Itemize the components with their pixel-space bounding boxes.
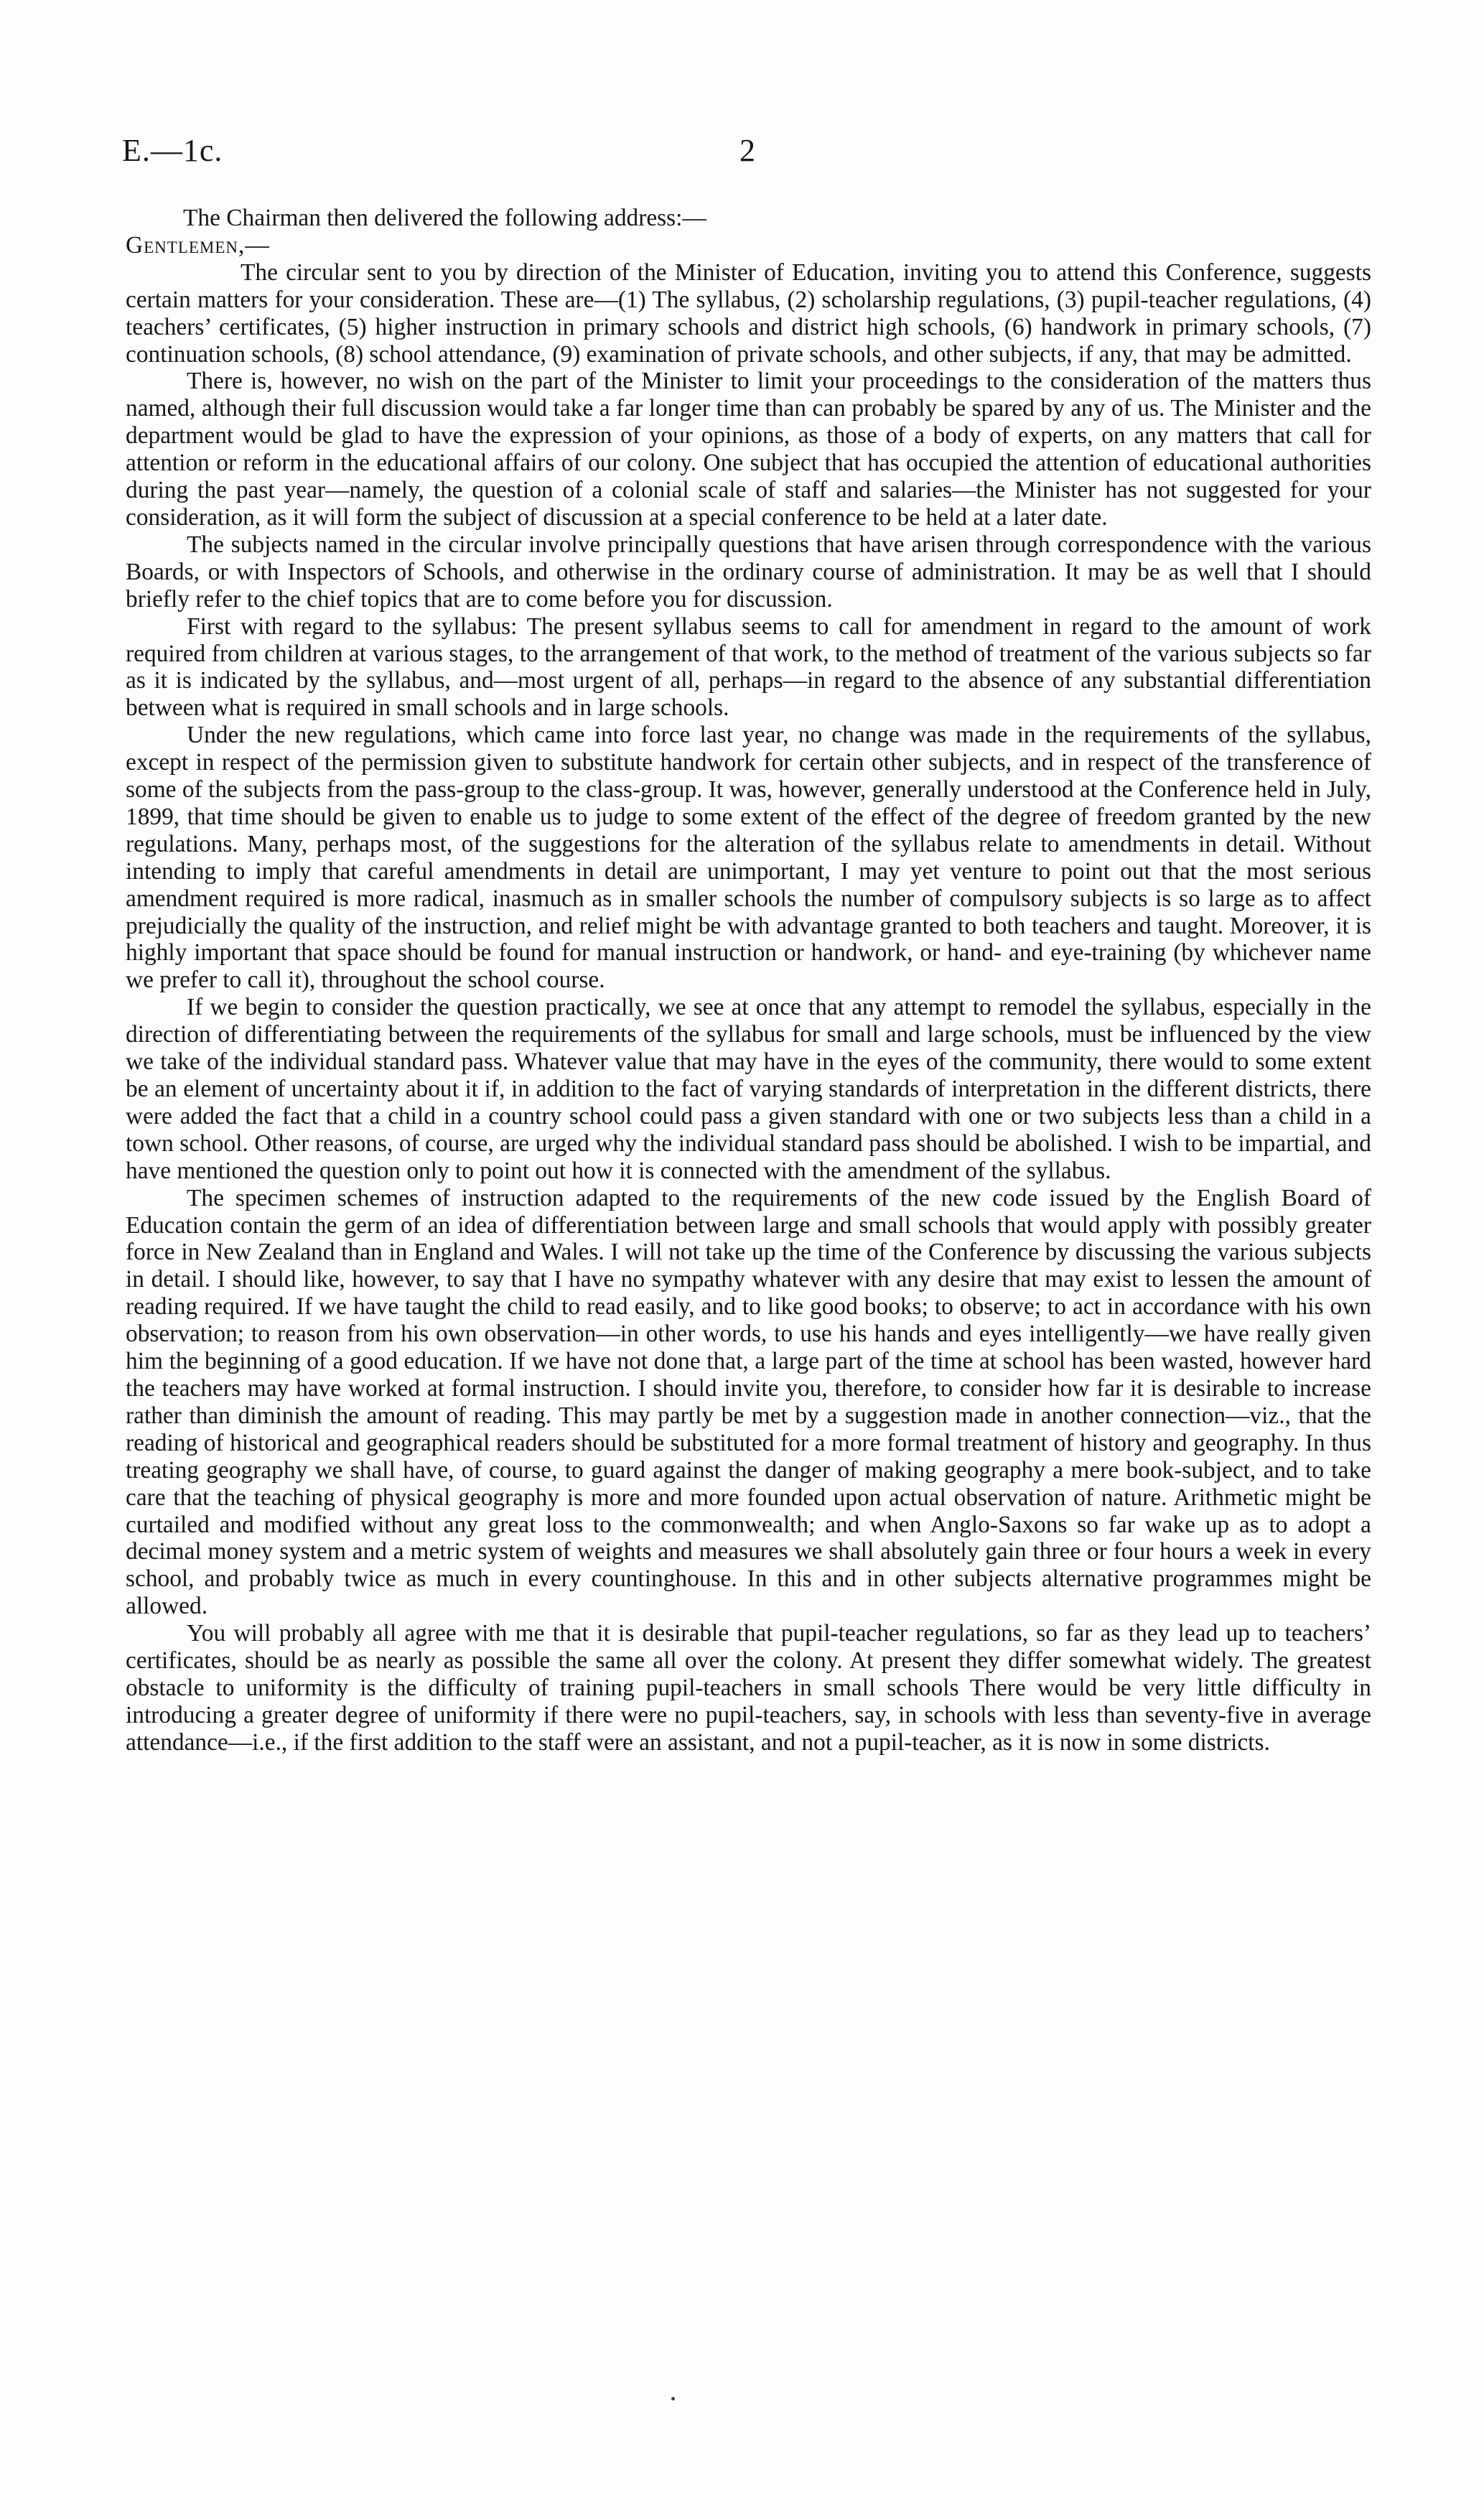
paragraph-5: Under the new regulations, which came into force last year, no change was made in the requirements of the syllabus, except in respect of the permission given to substitute handwork for certain other subjects, and in respect of the transference of some of the subjects from the pass-group to the class-group. It was, however, generally understood at the Conference held in July, 1899, that time should be given to enable us to judge to some extent of the effect of the degree of freedom granted by the new regulations. Many, perhaps most, of the suggestions for the alteration of the syllabus relate to amendments in detail. Without intending to imply that careful amendments in detail are unimportant, I may yet venture to point out that the most serious amendment required is more radical, inasmuch as in smaller schools the number of compulsory subjects is so large as to affect prejudicially the quality of the instruction, and relief might be with advantage granted to both teachers and taught. Moreover, it is highly important that space should be found for manual instruction or handwork, or hand- and eye-training (by whichever name we prefer to call it), throughout the school course. xyxy=(126,722,1371,994)
paragraph-3: The subjects named in the circular involve principally questions that have arisen through correspondence with the various Boards, or with Inspectors of Schools, and otherwise in the ordinary course of administration. It may be as well that I should briefly refer to the chief topics that are to come before you for discussion. xyxy=(126,531,1371,613)
paragraph-1: The circular sent to you by direction of the Minister of Education, inviting you to attend this Conference, suggests certain matters for your consideration. These are—(1) The syllabus, (2) scholarship regulations, (3) pupil-teacher regulations, (4) teachers’ certificates, (5) higher instruction in primary schools and district high schools, (6) handwork in primary schools, (7) continuation schools, (8) school attendance, (9) examination of private schools, and other subjects, if any, that may be admitted. xyxy=(126,259,1371,368)
salutation: Gentlemen,— xyxy=(126,231,270,259)
paragraph-2: There is, however, no wish on the part of the Minister to limit your proceedings to the consideration of the matters thus named, although their full discussion would take a far longer time than can probably be spared by any of us. The Minister and the department would be glad to have the expression of your opinions, as those of a body of experts, on any matters that call for attention or reform in the educational affairs of our colony. One subject that has occupied the attention of educational authorities during the past year—namely, the question of a colonial scale of staff and salaries—the Minister has not suggested for your consideration, as it will form the subject of discussion at a special conference to be held at a later date. xyxy=(126,368,1371,531)
address-body xyxy=(126,205,1371,1756)
document-code: E.—1c. xyxy=(122,133,223,168)
page-number: 2 xyxy=(739,133,755,168)
paragraph-6: If we begin to consider the question practically, we see at once that any attempt to remodel the syllabus, especially in the direction of differentiating between the requirements of the syllabus for small and large schools, must be influenced by the view we take of the individual standard pass. Whatever value that may have in the eyes of the community, there would to some extent be an element of uncertainty about it if, in addition to the fact of varying standards of interpretation in the different districts, there were added the fact that a child in a country school could pass a given standard with one or two subjects less than a child in a town school. Other reasons, of course, are urged why the individual standard pass should be abolished. I wish to be impartial, and have mentioned the question only to point out how it is connected with the amendment of the syllabus. xyxy=(126,994,1371,1184)
intro-line: The Chairman then delivered the following address:— xyxy=(183,205,706,231)
paragraph-8: You will probably all agree with me that it is desirable that pupil-teacher regulations, so far as they lead up to teachers’ certificates, should be as nearly as possible the same all over the colony. At present they differ somewhat widely. The greatest obstacle to uniformity is the difficulty of training pupil-teachers in small schools There would be very little difficulty in introducing a greater degree of uniformity if there were no pupil-teachers, say, in schools with less than seventy-five in average attendance—i.e., if the first addition to the staff were an assistant, and not a pupil-teacher, as it is now in some districts. xyxy=(126,1620,1371,1756)
page-header xyxy=(122,132,1371,182)
paragraph-7: The specimen schemes of instruction adapted to the requirements of the new code issued by the English Board of Education contain the germ of an idea of differentiation between large and small schools that would apply with possibly greater force in New Zealand than in England and Wales. I will not take up the time of the Conference by discussing the various subjects in detail. I should like, however, to say that I have no sympathy whatever with any desire that may exist to lessen the amount of reading required. If we have taught the child to read easily, and to like good books; to observe; to act in accordance with his own observation; to reason from his own observation—in other words, to use his hands and eyes intelligently—we have really given him the beginning of a good education. If we have not done that, a large part of the time at school has been wasted, however hard the teachers may have worked at formal instruction. I should invite you, therefore, to consider how far it is desirable to increase rather than diminish the amount of reading. This may partly be met by a suggestion made in another connection—viz., that the reading of historical and geographical readers should be substituted for a more formal treatment of history and geography. In thus treating geography we shall have, of course, to guard against the danger of making geography a mere book-subject, and to take care that the teaching of physical geography is more and more founded upon actual observation of nature. Arithmetic might be curtailed and modified without any great loss to the commonwealth; and when Anglo-Saxons so far wake up as to adopt a decimal money system and a metric system of weights and measures we shall absolutely gain three or four hours a week in every school, and probably twice as much in every countinghouse. In this and in other subjects alternative programmes might be allowed. xyxy=(126,1184,1371,1620)
printer-mark xyxy=(671,2397,675,2401)
paragraph-4: First with regard to the syllabus: The present syllabus seems to call for amendment in regard to the amount of work required from children at various stages, to the arrangement of that work, to the method of treatment of the various subjects so far as it is indicated by the syllabus, and—most urgent of all, perhaps—in regard to the absence of any substantial differentiation between what is required in small schools and in large schools. xyxy=(126,613,1371,722)
